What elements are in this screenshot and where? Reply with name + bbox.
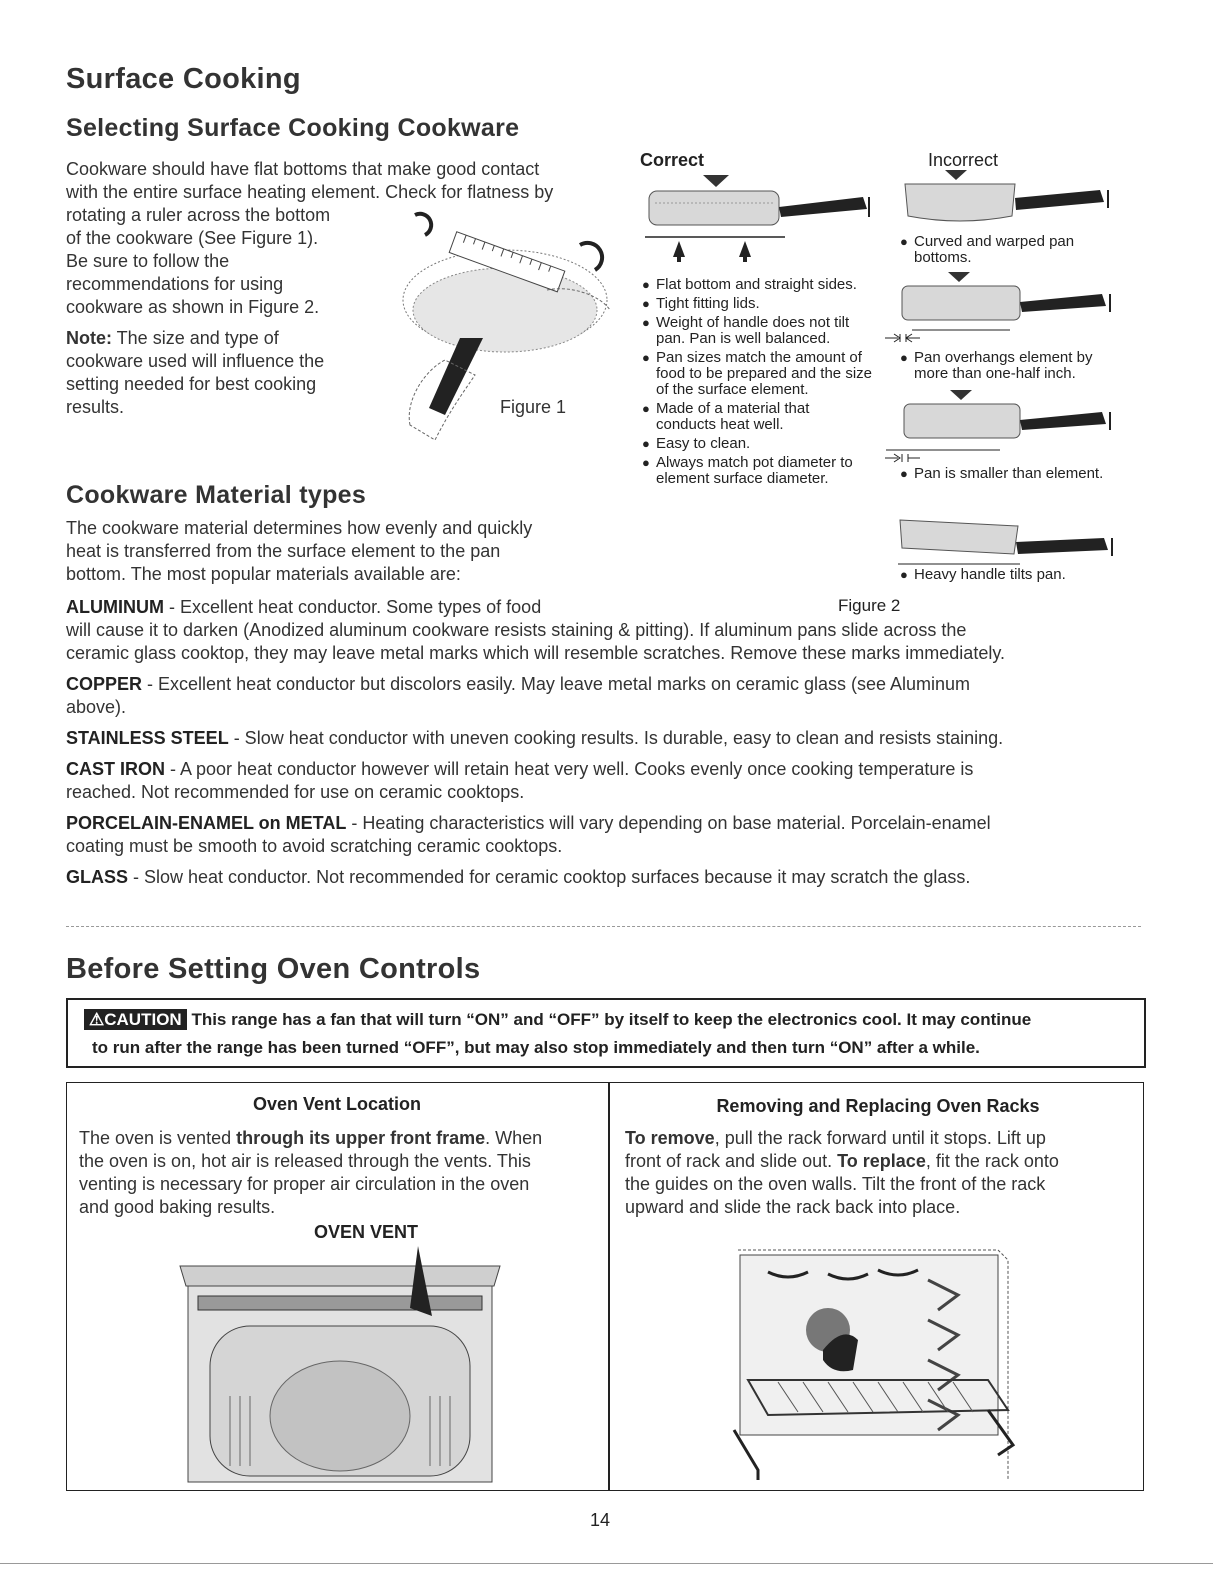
incorrect-item: ● Curved and warped pan bottoms. — [900, 233, 1075, 266]
oven-vent-illustration — [170, 1246, 510, 1491]
overhang-pan-icon — [880, 272, 1120, 347]
intro-text: Cookware should have flat bottoms that make good contact with the entire surface heating element. Check for flatness by rotating a ruler across the bottom of the cookware (See Figure 1). Be sure to follow the recommendations for using cookware as shown in Figure 2. Note: The size and type of cookware used will influence the setting needed for best cooking results. — [66, 158, 626, 419]
list-item: ● Made of a material that conducts heat well. — [642, 400, 810, 433]
page-number: 14 — [590, 1510, 611, 1530]
incorrect-item: ● Pan overhangs element by more than one-half inch. — [900, 349, 1093, 382]
tilted-pan-icon — [890, 512, 1120, 572]
incorrect-item: ● Pan is smaller than element. — [900, 465, 1104, 482]
oven-rack-illustration — [728, 1240, 1028, 1490]
incorrect-item: ● Heavy handle tilts pan. — [900, 566, 1066, 583]
materials-intro: The cookware material determines how evenly and quickly heat is transferred from the surface element to the pan bottom. The most popular materials available are: — [66, 518, 533, 584]
list-item: ● Always match pot diameter to element surface diameter. — [642, 454, 853, 487]
oven-vent-heading: Oven Vent Location — [252, 1094, 422, 1114]
figure-1-illustration — [365, 210, 615, 470]
warped-pan-icon — [900, 170, 1120, 230]
list-item: ● Flat bottom and straight sides. — [642, 276, 857, 293]
page-bottom-rule — [0, 1563, 1213, 1564]
correct-list — [642, 277, 872, 490]
list-item: ● Weight of handle does not tilt pan. Pan is well balanced. — [642, 314, 850, 347]
figure-1-caption: Figure 1 — [500, 397, 567, 417]
list-item: ● Pan sizes match the amount of food to be prepared and the size of the surface element. — [642, 349, 872, 398]
caution-badge: ⚠CAUTION — [84, 1009, 187, 1030]
correct-pan-icon — [645, 175, 880, 265]
correct-label: Correct — [640, 150, 705, 170]
oven-vent-label: OVEN VENT — [314, 1222, 419, 1242]
material-cast-iron: CAST IRON - A poor heat conductor however will retain heat very well. Cooks evenly once cooking temperature is — [66, 759, 974, 779]
page-title: Surface Cooking — [66, 63, 301, 95]
section-subtitle: Selecting Surface Cooking Cookware — [66, 114, 520, 142]
material-porcelain-enamel: PORCELAIN-ENAMEL on METAL - Heating characteristics will vary depending on base material. Porcelain-enamel — [66, 813, 991, 833]
materials-list: ALUMINUM - Excellent heat conductor. Some types of food will cause it to darken (Anodized aluminum cookware resists staining & pitting). If aluminum pans slide across the ceramic glass cooktop, they may leave metal marks which will resemble scratches. Remove these marks immediately. COPPER - Excellent heat conductor but discolors easily. May leave metal marks on ceramic glass (see Aluminum above). STAINLESS STEEL - Slow heat conductor with uneven cooking results. Is durable, easy to clean and resists staining. CAST IRON - A poor heat conductor however will retain heat very well. Cooks evenly once cooking temperature is reached. Not recommended for use on ceramic cooktops. PORCELAIN-ENAMEL on METAL - Heating characteristics will vary depending on base material. Porcelain-enamel coating must be smooth to avoid scratching ceramic cooktops. GLASS - Slow heat conductor. Not recommended for ceramic cooktop surfaces because it may scratch the glass. — [66, 596, 1176, 889]
oven-vent-text: The oven is vented through its upper front frame. When the oven is on, hot air is released through the vents. This venting is necessary for proper air circulation in the oven and good baking results. — [79, 1128, 543, 1217]
material-stainless-steel: STAINLESS STEEL - Slow heat conductor with uneven cooking results. Is durable, easy to clean and resists staining. — [66, 728, 1004, 748]
material-glass: GLASS - Slow heat conductor. Not recommended for ceramic cooktop surfaces because it may scratch the glass. — [66, 867, 971, 887]
oven-racks-text: To remove, pull the rack forward until it stops. Lift up front of rack and slide out. To replace, fit the rack onto the guides on the oven walls. Tilt the front of the rack upward and slide the rack back into place. — [625, 1128, 1059, 1217]
list-item: ● Tight fitting lids. — [642, 295, 760, 312]
material-aluminum: ALUMINUM - Excellent heat conductor. Some types of food — [66, 597, 542, 617]
material-copper: COPPER - Excellent heat conductor but discolors easily. May leave metal marks on ceramic glass (see Aluminum — [66, 674, 971, 694]
figure-2-caption: Figure 2 — [838, 596, 901, 615]
caution-box: ⚠CAUTION This range has a fan that will turn “ON” and “OFF” by itself to keep the electronics cool. It may continue to run after the range has been turned “OFF”, but may also stop immediately and then turn “ON” after a while. — [66, 998, 1146, 1068]
small-pan-icon — [880, 390, 1120, 465]
section-divider — [66, 926, 1141, 927]
materials-heading: Cookware Material types — [66, 481, 367, 509]
note-paragraph: Note: The size and type of — [66, 328, 279, 348]
oven-racks-heading: Removing and Replacing Oven Racks — [716, 1096, 1040, 1116]
oven-section-title: Before Setting Oven Controls — [66, 953, 481, 985]
warning-icon: ⚠ — [89, 1010, 105, 1029]
list-item: ● Easy to clean. — [642, 435, 751, 452]
incorrect-label: Incorrect — [928, 150, 999, 170]
